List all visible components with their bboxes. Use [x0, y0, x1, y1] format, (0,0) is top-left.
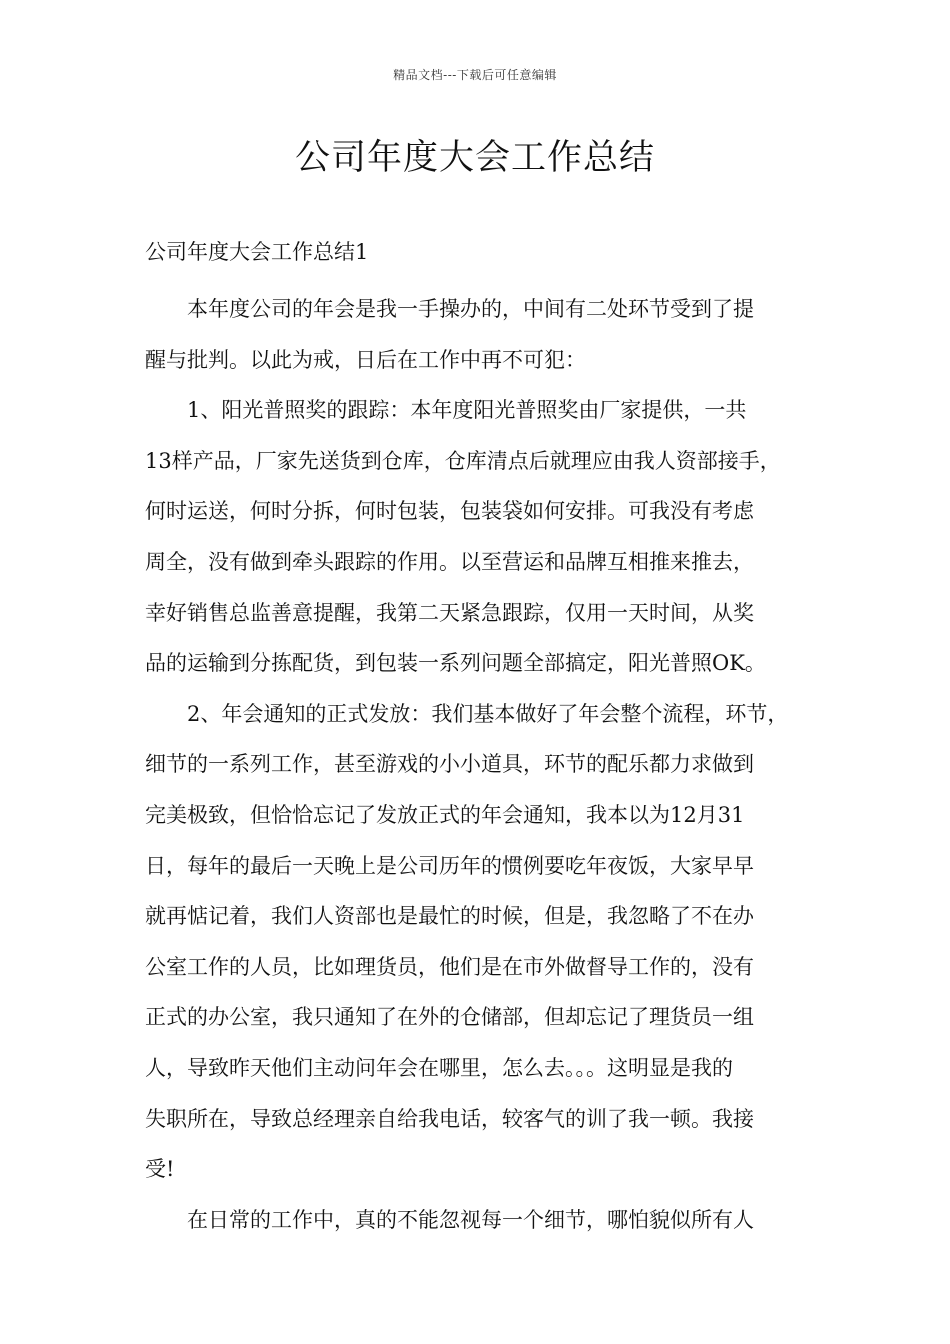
text-line: 品的运输到分拣配货，到包装一系列问题全部搞定，阳光普照OK。	[145, 651, 766, 676]
text-line: 在日常的工作中，真的不能忽视每一个细节，哪怕貌似所有人	[187, 1207, 754, 1232]
body-text	[145, 284, 825, 1245]
text-line: 2、年会通知的正式发放：我们基本做好了年会整个流程，环节，	[187, 701, 789, 726]
document-title: 公司年度大会工作总结	[294, 138, 655, 178]
text-line: 醒与批判。以此为戒，日后在工作中再不可犯：	[145, 347, 586, 372]
text-line: 幸好销售总监善意提醒，我第二天紧急跟踪，仅用一天时间，从奖	[145, 600, 754, 625]
text-line: 日，每年的最后一天晚上是公司历年的惯例要吃年夜饭，大家早早	[145, 853, 754, 878]
text-line: 完美极致，但恰恰忘记了发放正式的年会通知，我本以为12月31	[145, 802, 745, 827]
text-line: 周全，没有做到牵头跟踪的作用。以至营运和品牌互相推来推去，	[145, 549, 754, 574]
section-heading: 公司年度大会工作总结1	[145, 240, 369, 264]
text-line: 人，导致昨天他们主动问年会在哪里，怎么去。。。这明显是我的	[145, 1055, 733, 1080]
text-line: 失职所在，导致总经理亲自给我电话，较客气的训了我一顿。我接	[145, 1106, 754, 1131]
text-line: 就再惦记着，我们人资部也是最忙的时候，但是，我忽略了不在办	[145, 904, 754, 929]
text-line: 正式的办公室，我只通知了在外的仓储部，但却忘记了理货员一组	[145, 1005, 754, 1030]
text-line: 本年度公司的年会是我一手操办的，中间有二处环节受到了提	[187, 297, 754, 321]
text-line: 何时运送，何时分拆，何时包装，包装袋如何安排。可我没有考虑	[145, 499, 754, 524]
header-note: 精品文档---下载后可任意编辑	[393, 68, 557, 82]
text-line: 13样产品，厂家先送货到仓库，仓库清点后就理应由我人资部接手，	[145, 448, 781, 473]
text-line: 受!	[145, 1157, 175, 1182]
text-line: 公室工作的人员，比如理货员，他们是在市外做督导工作的，没有	[145, 954, 754, 979]
text-line: 1、阳光普照奖的跟踪：本年度阳光普照奖由厂家提供，一共	[187, 398, 747, 423]
text-line: 细节的一系列工作，甚至游戏的小小道具，环节的配乐都力求做到	[145, 752, 754, 777]
